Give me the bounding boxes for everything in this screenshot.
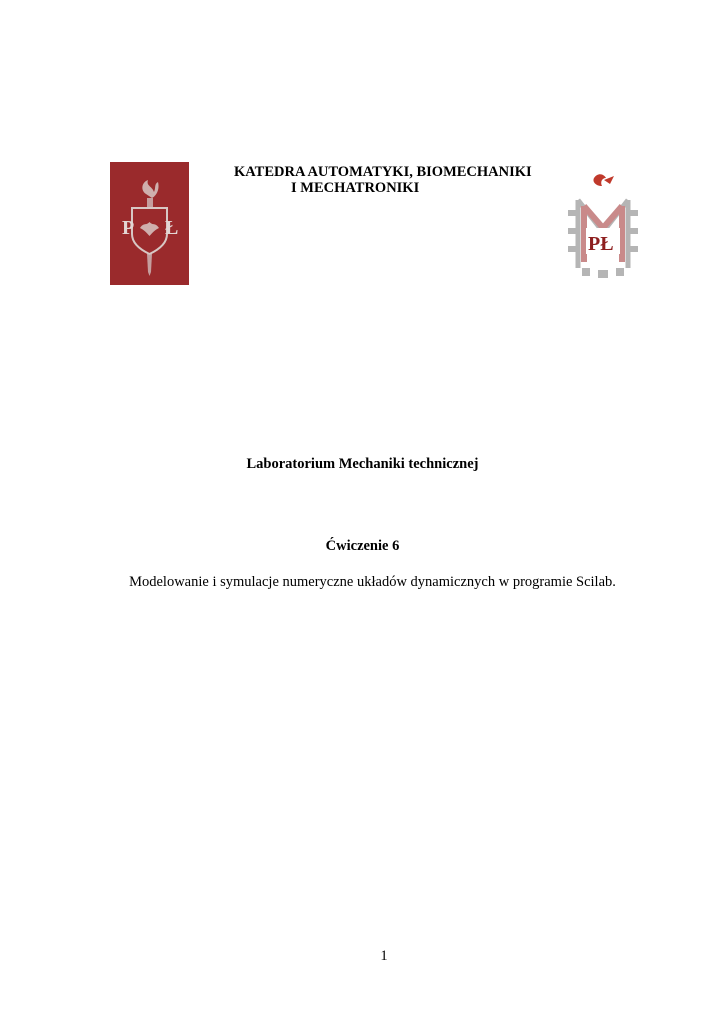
department-header-line-2: I MECHATRONIKI (291, 180, 420, 196)
department-header (190, 164, 585, 196)
svg-text:PŁ: PŁ (588, 233, 614, 255)
university-logo-left (110, 162, 189, 285)
department-header-line-1: KATEDRA AUTOMATYKI, BIOMECHANIKI (234, 164, 532, 180)
svg-text:P: P (122, 217, 135, 239)
university-logo-right (564, 170, 642, 280)
page-number: 1 (380, 948, 388, 964)
svg-text:Ł: Ł (165, 217, 179, 239)
exercise-subject: Modelowanie i symulacje numeryczne układów dynamicznych w programie Scilab. (129, 574, 616, 590)
exercise-title: Ćwiczenie 6 (325, 538, 400, 554)
lab-title: Laboratorium Mechaniki technicznej (246, 456, 479, 472)
